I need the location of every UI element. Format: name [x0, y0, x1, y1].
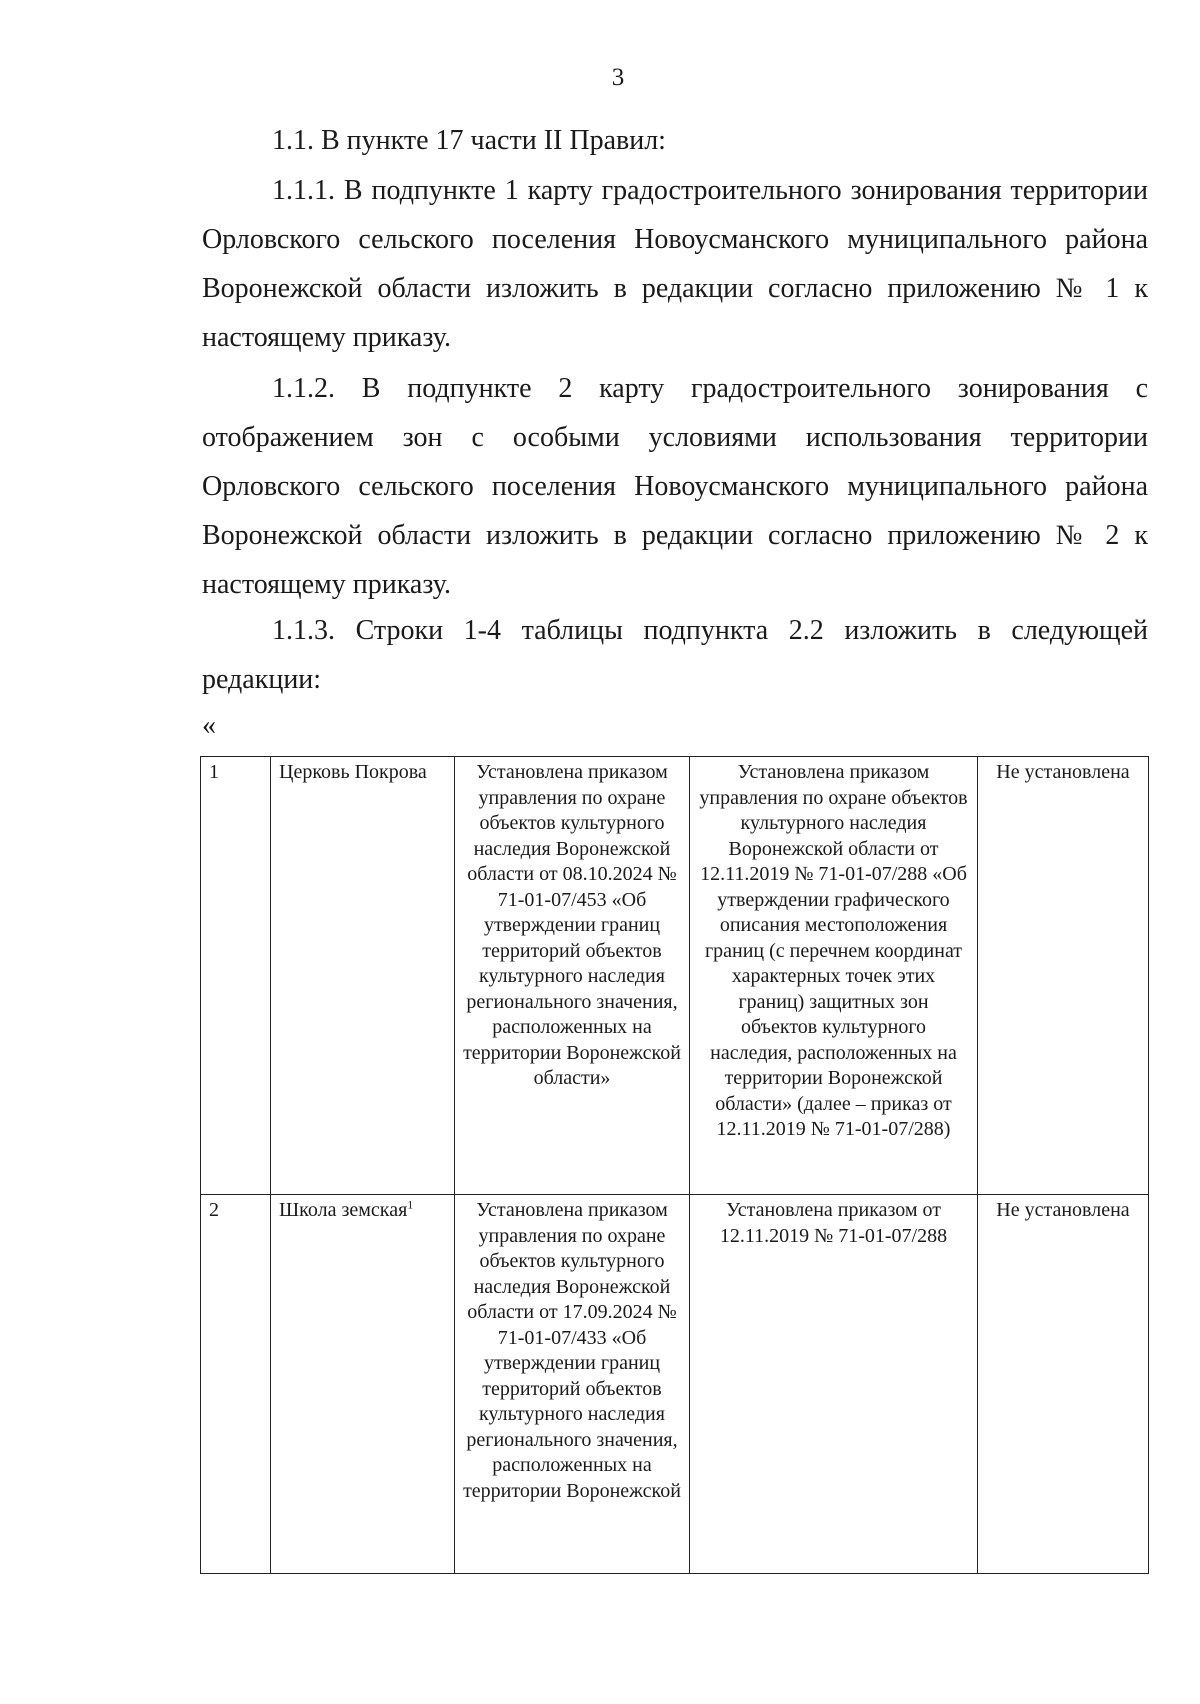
row-number: 1 [201, 757, 271, 1195]
page-number: 3 [611, 64, 625, 91]
opening-quote-mark: « [202, 710, 216, 741]
table-row [201, 757, 1149, 1195]
paragraph-1-1 [202, 116, 1148, 165]
footnote-mark: 1 [407, 1197, 414, 1212]
territory-boundary-cell: Установлена приказом управления по охране объектов культурного наследия Воронежской области от 17.09.2024 № 71-01-07/433 «Об утверждении границ территорий объектов культурного наследия регионального значения, расположенных на территории Воронежской [455, 1195, 690, 1574]
zone-status-cell: Не установлена [978, 757, 1149, 1195]
object-name-text: Церковь Покрова [279, 761, 427, 783]
paragraph-1-1-text: 1.1. В пункте 17 части II Правил: [272, 125, 666, 156]
paragraph-1-1-2 [202, 364, 1148, 609]
heritage-objects-table [200, 756, 1149, 1574]
protection-zone-cell: Установлена приказом от 12.11.2019 № 71-01-07/288 [690, 1195, 978, 1574]
paragraph-1-1-1 [202, 166, 1148, 362]
zone-status-cell: Не установлена [978, 1195, 1149, 1574]
object-name [271, 1195, 455, 1574]
object-name [271, 757, 455, 1195]
paragraph-1-1-3-text: 1.1.3. Строки 1-4 таблицы подпункта 2.2 изложить в следующей редакции: [202, 615, 1148, 695]
row-number: 2 [201, 1195, 271, 1574]
paragraph-1-1-3 [202, 606, 1148, 704]
territory-boundary-cell: Установлена приказом управления по охране объектов культурного наследия Воронежской области от 08.10.2024 № 71-01-07/453 «Об утверждении границ территорий объектов культурного наследия регионального значения, расположенных на территории Воронежской области» [455, 757, 690, 1195]
paragraph-1-1-2-text: 1.1.2. В подпункте 2 карту градостроительного зонирования с отображением зон с особыми условиями использования территории Орловского сельского поселения Новоусманского муниципального района Воронежской области изложить в редакции согласно приложению № 2 к настоящему приказу. [202, 373, 1148, 600]
object-name-text: Школа земская [279, 1199, 408, 1221]
paragraph-1-1-1-text: 1.1.1. В подпункте 1 карту градостроительного зонирования территории Орловского сельского поселения Новоусманского муниципального района Воронежской области изложить в редакции согласно приложению № 1 к настоящему приказу. [202, 175, 1148, 353]
protection-zone-cell: Установлена приказом управления по охране объектов культурного наследия Воронежской области от 12.11.2019 № 71-01-07/288 «Об утверждении графического описания местоположения границ (с перечнем координат характерных точек этих границ) защитных зон объектов культурного наследия, расположенных на территории Воронежской области» (далее – приказ от 12.11.2019 № 71-01-07/288) [690, 757, 978, 1195]
table-row [201, 1195, 1149, 1574]
